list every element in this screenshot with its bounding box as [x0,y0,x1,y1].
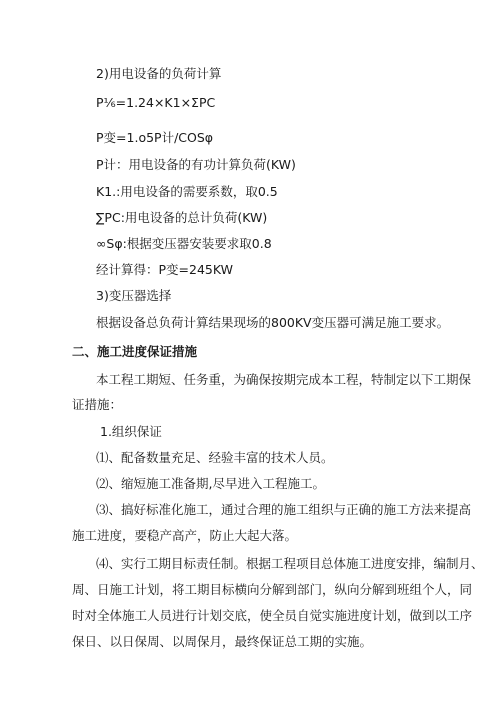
section-heading-load-calc: 2)用电设备的负荷计算 [96,66,222,81]
section-heading-transformer: 3)变压器选择 [96,288,172,303]
measure-4-line2: 周、日施工计划，将工期目标横向分解到部门，纵向分解到班组个人，同 [72,582,473,597]
measure-3-line1: ⑶、搞好标准化施工，通过合理的施工组织与正确的施工方法来提高 [96,502,472,517]
measure-4-line1: ⑷、实行工期目标责任制。根据工程项目总体施工进度安排，编制月、 [96,556,484,571]
chapter-heading-schedule: 二、施工进度保证措施 [72,344,198,359]
definition-p-calc: P计：用电设备的有功计算负荷(KW) [96,157,296,172]
paragraph-intro-line1: 本工程工期短、任务重，为确保按期完成本工程，特制定以下工期保 [96,372,472,387]
measure-3-line2: 施工进度，要稳产高产，防止大起大落。 [72,528,298,543]
paragraph-transformer: 根据设备总负荷计算结果现场的800KV变压器可满足施工要求。 [96,315,450,330]
definition-cos-phi: ∞Sφ:根据变压器安装要求取0.8 [96,236,272,251]
measure-2: ⑵、缩短施工准备期,尽早进入工程施工。 [96,476,325,491]
paragraph-intro-line2: 证措施： [72,397,123,412]
definition-sum-pc: ∑PC:用电设备的总计负荷(KW) [96,210,268,225]
calculation-result: 经计算得：P变=245KW [96,262,233,277]
measure-4-line3: 时对全体施工人员进行计划交底，使全员自觉实施进度计划，做到以工序 [72,608,473,623]
measure-1: ⑴、配备数量充足、经验丰富的技术人员。 [96,450,334,465]
definition-k1: K1.:用电设备的需要系数，取0.5 [96,184,278,199]
formula-load: P⅙=1.24×K1×ΣPC [96,95,216,110]
formula-transformer: P变=1.o5P计/COSφ [96,130,214,145]
measure-4-line4: 保日、以日保周、以周保月，最终保证总工期的实施。 [72,634,373,649]
subheading-organization: 1.组织保证 [100,424,162,439]
